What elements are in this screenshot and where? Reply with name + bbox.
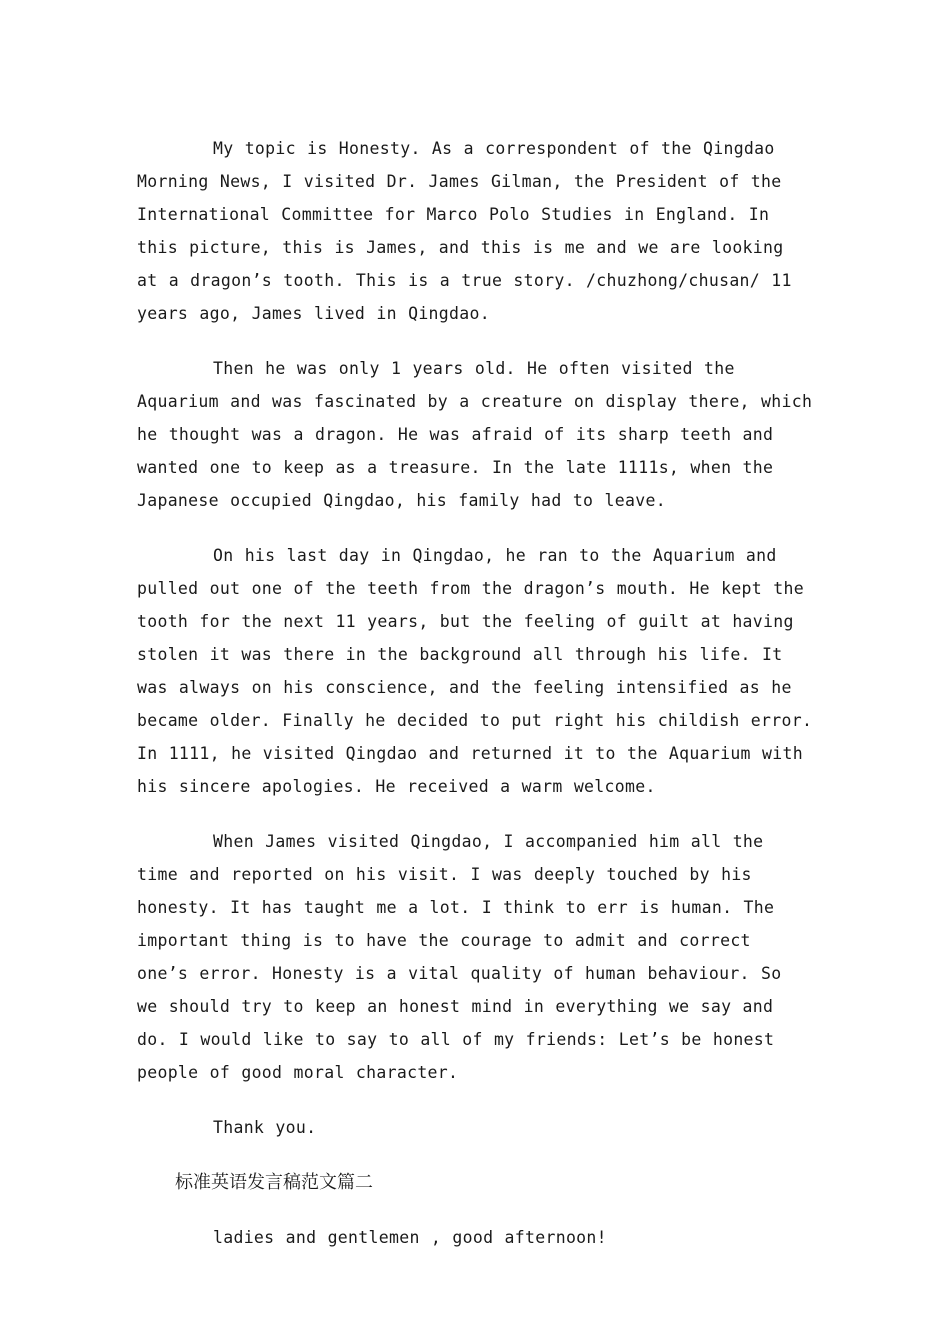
document-body <box>137 132 813 1276</box>
paragraph-greeting: ladies and gentlemen , good afternoon! <box>213 1228 607 1247</box>
paragraph-4: When James visited Qingdao, I accompanied him all the time and reported on his visit. I was deeply touched by his honesty. It has taught me a lot. I think to err is human. The important thing is to have the courage to admit and correct one’s error. Honesty is a vital quality of human behaviour. So we should try to keep an honest mind in everything we say and do. I would like to say to all of my friends: Let’s be honest people of good moral character. <box>137 832 782 1082</box>
paragraph-3: On his last day in Qingdao, he ran to the Aquarium and pulled out one of the teeth from the dragon’s mouth. He kept the tooth for the next 11 years, but the feeling of guilt at having stolen it was there in the background all through his life. It was always on his conscience, and the feeling intensified as he became older. Finally he decided to put right his childish error. In 1111, he visited Qingdao and returned it to the Aquarium with his sincere apologies. He received a warm welcome. <box>137 546 813 796</box>
paragraph-1: My topic is Honesty. As a correspondent of the Qingdao Morning News, I visited Dr. James Gilman, the President of the International Committee for Marco Polo Studies in England. In this picture, this is James, and this is me and we are looking at a dragon’s tooth. This is a true story. /chuzhong/chusan/ 11 years ago, James lived in Qingdao. <box>137 139 792 323</box>
section-heading: 标准英语发言稿范文篇二 <box>175 1172 373 1193</box>
paragraph-2: Then he was only 1 years old. He often visited the Aquarium and was fascinated by a creature on display there, which he thought was a dragon. He was afraid of its sharp teeth and wanted one to keep as a treasure. In the late 1111s, when the Japanese occupied Qingdao, his family had to leave. <box>137 359 813 510</box>
paragraph-closing: Thank you. <box>213 1118 317 1137</box>
